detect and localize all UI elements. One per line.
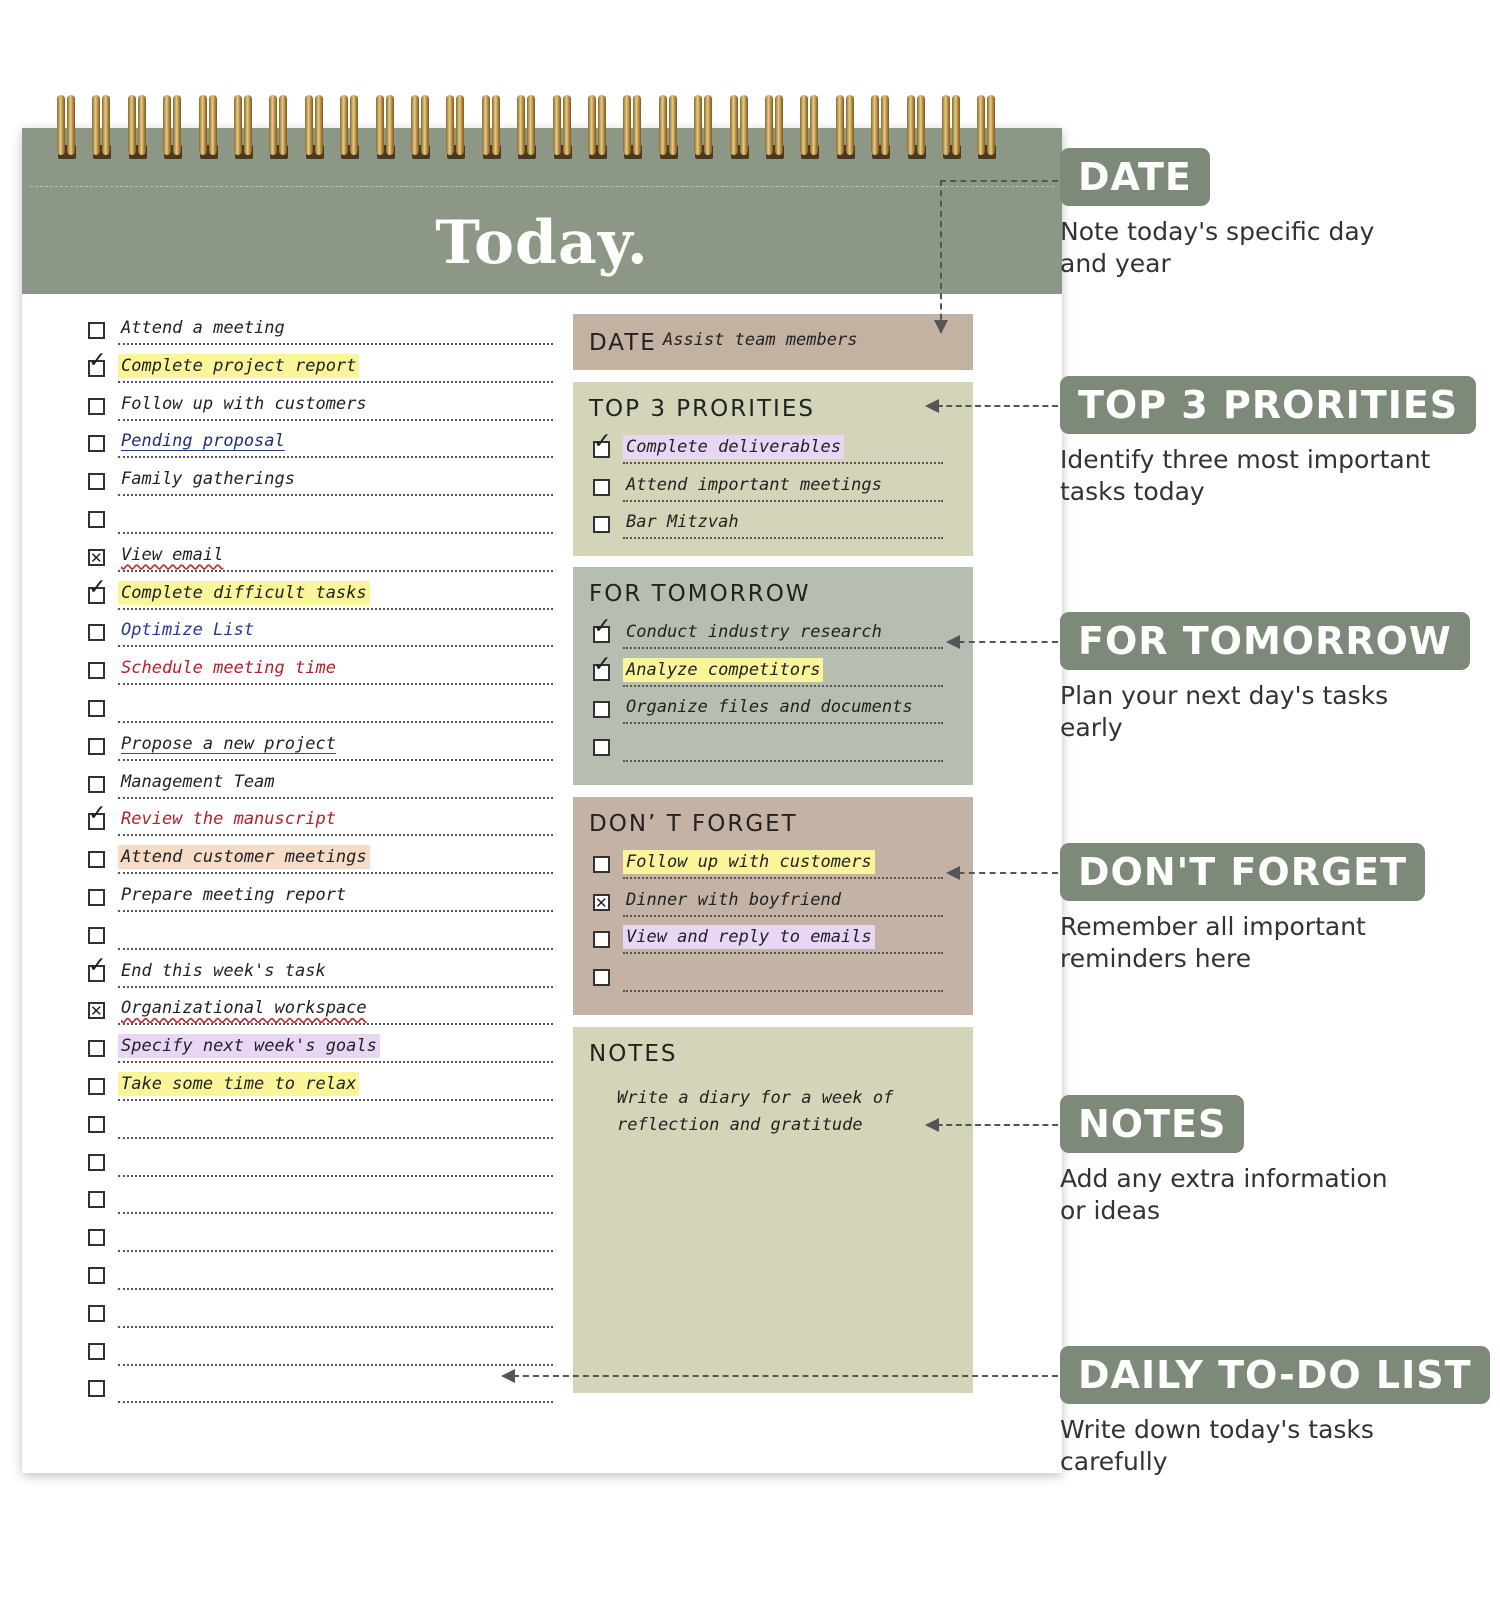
date-label: DATE [589, 330, 657, 356]
annotation-priorities-tag: TOP 3 PRORITIES [1060, 376, 1476, 434]
task-text: Review the manuscript [121, 809, 336, 830]
checkbox[interactable] [88, 624, 105, 641]
checkbox[interactable] [88, 952, 107, 982]
coil-wire [553, 95, 561, 155]
checkbox[interactable] [593, 969, 610, 986]
task-text: Take some time to relax [118, 1072, 359, 1096]
notes-text[interactable] [617, 1085, 893, 1139]
coil-wire [942, 95, 950, 155]
checkmark-icon: ✓ [593, 651, 612, 677]
coil-wire [800, 95, 808, 155]
priorities-item[interactable] [593, 429, 943, 469]
checkbox[interactable] [593, 614, 612, 643]
dotted-writing-line [118, 494, 553, 496]
coil-wire [199, 95, 207, 155]
checkbox[interactable] [593, 931, 610, 948]
annotation-priorities-desc: Identify three most important tasks today [1060, 445, 1431, 506]
coil-wire [244, 95, 252, 155]
arrow-head-icon [501, 1369, 515, 1383]
dotted-writing-line [118, 343, 553, 345]
checkbox[interactable] [593, 894, 610, 911]
dotted-writing-line [118, 910, 553, 912]
task-text: Attend important meetings [626, 474, 882, 495]
coil-wire [598, 95, 606, 155]
notes-arrow [927, 1124, 1058, 1126]
spiral-coil [91, 95, 113, 161]
task-text: Prepare meeting report [121, 885, 347, 905]
dotted-writing-line [118, 948, 553, 950]
coil-wire [269, 95, 277, 155]
notes-section [573, 1027, 973, 1393]
task-text: Schedule meeting time [121, 658, 336, 679]
todo-list-item[interactable] [88, 845, 553, 879]
coil-wire [163, 95, 171, 155]
checkbox[interactable] [593, 516, 610, 533]
top-priorities-section [573, 382, 973, 556]
todo-list-item[interactable] [88, 1148, 553, 1182]
coil-wire [836, 95, 844, 155]
dotted-writing-line [623, 685, 943, 687]
arrow-head-icon [946, 866, 960, 880]
todo-list-item[interactable] [88, 1261, 553, 1295]
dotted-writing-line [118, 834, 553, 836]
checkbox[interactable] [88, 1380, 105, 1397]
annotation-notes-tag: NOTES [1060, 1095, 1244, 1153]
dotted-writing-line [623, 915, 943, 917]
tomorrow-item[interactable] [593, 733, 943, 767]
dotted-writing-line [118, 1212, 553, 1214]
spiral-coil [799, 95, 821, 161]
dotted-writing-line [118, 419, 553, 421]
coil-wire [987, 95, 995, 155]
dotted-writing-line [118, 1099, 553, 1101]
coil-wire [623, 95, 631, 155]
checkbox[interactable] [88, 574, 107, 604]
coil-wire [704, 95, 712, 155]
todo-list-item[interactable] [88, 618, 553, 652]
coil-wire [102, 95, 110, 155]
coil-wire [871, 95, 879, 155]
checkbox[interactable] [88, 1191, 105, 1208]
todo-list-item[interactable] [88, 467, 553, 501]
spiral-coil [729, 95, 751, 161]
notes-text-line-1: Write a diary for a week of [617, 1088, 894, 1108]
checkmark-icon: ✓ [88, 801, 107, 827]
annotation-tomorrow [1060, 612, 1470, 744]
checkbox[interactable] [593, 651, 612, 681]
todo-list-item[interactable] [88, 656, 553, 690]
date-value[interactable]: Assist team members [663, 330, 858, 350]
spiral-coil [445, 95, 467, 161]
checkbox[interactable] [88, 1343, 105, 1360]
coil-wire [350, 95, 358, 155]
dotted-writing-line [118, 683, 553, 685]
todo-list-item[interactable] [88, 732, 553, 766]
coil-wire [775, 95, 783, 155]
checkbox[interactable] [88, 398, 105, 415]
priorities-title: TOP 3 PRORITIES [589, 396, 815, 422]
annotation-date-desc: Note today's specific day and year [1060, 217, 1375, 278]
task-text: Conduct industry research [626, 622, 882, 642]
dotted-writing-line [623, 990, 943, 992]
dotted-writing-line [623, 760, 943, 762]
todo-list-item[interactable] [88, 505, 553, 539]
dotted-writing-line [118, 1061, 553, 1063]
coil-wire [138, 95, 146, 155]
coil-wire [694, 95, 702, 155]
spiral-coil [764, 95, 786, 161]
todo-list-item[interactable] [88, 883, 553, 917]
coil-wire [92, 95, 100, 155]
checkbox[interactable] [88, 927, 105, 944]
coil-wire [492, 95, 500, 155]
dotted-writing-line [118, 1137, 553, 1139]
notes-text-line-2: reflection and gratitude [617, 1115, 863, 1135]
spiral-coil [693, 95, 715, 161]
x-mark-icon: ✕ [90, 548, 103, 567]
checkbox[interactable] [88, 347, 107, 377]
todo-list-item[interactable] [88, 1110, 553, 1144]
annotation-date [1060, 148, 1400, 280]
coil-wire [846, 95, 854, 155]
dotted-writing-line [118, 645, 553, 647]
coil-wire [881, 95, 889, 155]
arrow-head-icon [925, 399, 939, 413]
checkmark-icon: ✓ [88, 347, 107, 373]
spiral-coil [481, 95, 503, 161]
checkbox[interactable] [593, 856, 610, 873]
todo-list-item[interactable] [88, 316, 553, 350]
checkbox[interactable] [88, 511, 105, 528]
checkbox[interactable] [88, 473, 105, 490]
task-text: Complete deliverables [623, 435, 844, 459]
checkbox[interactable] [593, 739, 610, 756]
checkbox[interactable] [88, 1229, 105, 1246]
checkbox[interactable] [88, 1154, 105, 1171]
dotted-writing-line [623, 500, 943, 502]
coil-wire [952, 95, 960, 155]
todo-list-item[interactable] [88, 429, 553, 463]
coil-wire [563, 95, 571, 155]
coil-wire [517, 95, 525, 155]
checkbox[interactable] [88, 1078, 105, 1095]
spiral-coil [622, 95, 644, 161]
coil-wire [669, 95, 677, 155]
dont-forget-arrow [948, 872, 1058, 874]
task-text: View email [121, 544, 224, 565]
dotted-writing-line [118, 759, 553, 761]
coil-wire [315, 95, 323, 155]
spiral-coil [410, 95, 432, 161]
coil-wire [340, 95, 348, 155]
arrow-head-icon [946, 635, 960, 649]
notes-title: NOTES [589, 1041, 678, 1067]
coil-wire [810, 95, 818, 155]
dont-forget-title: DON’ T FORGET [589, 811, 798, 837]
task-text: Complete project report [118, 354, 359, 378]
spiral-coil [906, 95, 928, 161]
task-text: Attend customer meetings [118, 845, 370, 869]
todo-list-item[interactable] [88, 347, 553, 388]
checkbox[interactable] [593, 429, 612, 458]
spiral-coil [304, 95, 326, 161]
coil-wire [446, 95, 454, 155]
coil-wire [907, 95, 915, 155]
spiral-coil [976, 95, 998, 161]
todo-list-item[interactable] [88, 1034, 553, 1068]
task-text: Propose a new project [121, 733, 336, 754]
task-text: Specify next week's goals [118, 1034, 380, 1058]
todo-list-item[interactable] [88, 952, 553, 993]
todo-list-item[interactable] [88, 801, 553, 841]
todo-list-item[interactable] [88, 770, 553, 804]
dotted-writing-line [118, 797, 553, 799]
checkbox[interactable] [88, 1002, 105, 1019]
date-section [573, 314, 973, 370]
spiral-coil [516, 95, 538, 161]
todo-list-item[interactable] [88, 1374, 553, 1408]
checkbox[interactable] [88, 435, 105, 452]
annotation-dont-forget-desc: Remember all important reminders here [1060, 912, 1366, 973]
dotted-writing-line [118, 1175, 553, 1177]
dont_forget-item[interactable] [593, 850, 943, 884]
dotted-writing-line [623, 877, 943, 879]
task-text: View and reply to emails [623, 925, 875, 949]
checkbox[interactable] [88, 801, 107, 830]
task-text: End this week's task [121, 960, 326, 981]
checkbox[interactable] [88, 1116, 105, 1133]
todo-list-item[interactable] [88, 543, 553, 577]
task-text: Organize files and documents [626, 697, 913, 717]
task-text: Follow up with customers [121, 393, 367, 414]
coil-wire [57, 95, 65, 155]
checkbox[interactable] [593, 479, 610, 496]
task-text: Organizational workspace [121, 998, 367, 1019]
spiral-coil [162, 95, 184, 161]
coil-wire [917, 95, 925, 155]
tomorrow-title: FOR TOMORROW [589, 581, 811, 607]
dotted-writing-line [623, 537, 943, 539]
dotted-writing-line [118, 721, 553, 723]
annotation-daily-todo [1060, 1346, 1490, 1478]
tomorrow-arrow [948, 641, 1058, 643]
checkbox[interactable] [88, 322, 105, 339]
coil-wire [386, 95, 394, 155]
dotted-writing-line [118, 570, 553, 572]
annotation-notes-desc: Add any extra information or ideas [1060, 1164, 1388, 1225]
dotted-writing-line [118, 1401, 553, 1403]
dotted-writing-line [118, 1023, 553, 1025]
coil-wire [67, 95, 75, 155]
annotation-priorities [1060, 376, 1476, 508]
coil-wire [128, 95, 136, 155]
task-text: Follow up with customers [623, 850, 875, 874]
dotted-writing-line [118, 381, 553, 383]
coil-wire [305, 95, 313, 155]
checkbox[interactable] [88, 851, 105, 868]
annotation-daily-todo-desc: Write down today's tasks carefully [1060, 1415, 1374, 1476]
tomorrow-item[interactable] [593, 614, 943, 654]
coil-wire [765, 95, 773, 155]
task-text: Complete difficult tasks [118, 581, 370, 605]
task-text: Dinner with boyfriend [626, 889, 841, 910]
spiral-coil [941, 95, 963, 161]
checkmark-icon: ✓ [88, 574, 107, 600]
annotation-notes [1060, 1095, 1420, 1227]
tomorrow-item[interactable] [593, 651, 943, 692]
todo-list-item[interactable] [88, 574, 553, 615]
priorities-arrow [927, 405, 1058, 407]
coil-wire [376, 95, 384, 155]
checkbox[interactable] [88, 1040, 105, 1057]
spiral-coil [658, 95, 680, 161]
todo-list-item[interactable] [88, 1072, 553, 1106]
coil-wire [633, 95, 641, 155]
spiral-coil [127, 95, 149, 161]
todo-list-item[interactable] [88, 1337, 553, 1371]
todo-list-item[interactable] [88, 1185, 553, 1219]
dont_forget-item[interactable] [593, 963, 943, 997]
coil-wire [730, 95, 738, 155]
spiral-coil [339, 95, 361, 161]
task-text: Attend a meeting [121, 318, 285, 338]
annotation-tomorrow-desc: Plan your next day's tasks early [1060, 681, 1389, 742]
dotted-writing-line [118, 1250, 553, 1252]
priorities-item[interactable] [593, 473, 943, 507]
annotation-tomorrow-tag: FOR TOMORROW [1060, 612, 1470, 670]
annotation-daily-todo-tag: DAILY TO-DO LIST [1060, 1346, 1490, 1404]
dotted-writing-line [118, 986, 553, 988]
dotted-writing-line [118, 1364, 553, 1366]
todo-list-item[interactable] [88, 694, 553, 728]
spiral-coil [233, 95, 255, 161]
coil-wire [209, 95, 217, 155]
spiral-coil [56, 95, 78, 161]
date-arrow [940, 180, 942, 330]
dotted-writing-line [118, 872, 553, 874]
task-text: Bar Mitzvah [626, 512, 739, 532]
page-title: Today. [435, 208, 649, 278]
spiral-coil [870, 95, 892, 161]
task-text: Pending proposal [121, 431, 285, 452]
coil-wire [659, 95, 667, 155]
dotted-writing-line [118, 456, 553, 458]
task-text: Family gatherings [121, 469, 295, 490]
dont-forget-section [573, 797, 973, 1015]
checkbox[interactable] [88, 889, 105, 906]
spiral-coil [268, 95, 290, 161]
coil-wire [482, 95, 490, 155]
date-leader-line [940, 180, 1058, 182]
checkbox[interactable] [88, 1305, 105, 1322]
coil-wire [411, 95, 419, 155]
coil-wire [279, 95, 287, 155]
spiral-coil [198, 95, 220, 161]
dotted-writing-line [623, 952, 943, 954]
annotation-dont-forget [1060, 843, 1425, 975]
priorities-item[interactable] [593, 510, 943, 544]
task-text: Optimize List [121, 620, 255, 641]
dont_forget-item[interactable] [593, 888, 943, 922]
spiral-coil [587, 95, 609, 161]
x-mark-icon: ✕ [90, 1002, 103, 1021]
spiral-coil [835, 95, 857, 161]
dotted-writing-line [623, 722, 943, 724]
checkbox[interactable] [88, 1267, 105, 1284]
spiral-binding [56, 95, 1036, 163]
checkbox[interactable] [88, 549, 105, 566]
dotted-writing-line [118, 1288, 553, 1290]
task-text: Analyze competitors [623, 658, 823, 682]
for-tomorrow-section [573, 567, 973, 785]
coil-wire [527, 95, 535, 155]
checkmark-icon: ✓ [88, 952, 107, 978]
checkmark-icon: ✓ [593, 614, 612, 639]
checkbox[interactable] [88, 700, 105, 717]
checkmark-icon: ✓ [593, 429, 612, 454]
task-text: Management Team [121, 771, 275, 792]
dotted-writing-line [623, 462, 943, 464]
daily-todo-arrow [503, 1375, 1058, 1377]
todo-list-item[interactable] [88, 996, 553, 1030]
todo-list-item[interactable] [88, 921, 553, 955]
checkbox[interactable] [88, 776, 105, 793]
dotted-writing-line [118, 532, 553, 534]
arrow-head-icon [925, 1118, 939, 1132]
checkbox[interactable] [88, 662, 105, 679]
coil-wire [456, 95, 464, 155]
dotted-writing-line [118, 608, 553, 610]
x-mark-icon: ✕ [595, 893, 608, 912]
coil-wire [977, 95, 985, 155]
todo-list-item[interactable] [88, 1223, 553, 1257]
coil-wire [588, 95, 596, 155]
spiral-coil [375, 95, 397, 161]
checkbox[interactable] [88, 738, 105, 755]
coil-wire [421, 95, 429, 155]
dotted-writing-line [118, 1326, 553, 1328]
coil-wire [173, 95, 181, 155]
todo-list-item[interactable] [88, 1299, 553, 1333]
todo-list-item[interactable] [88, 392, 553, 426]
arrow-head-icon [934, 320, 948, 334]
annotation-dont-forget-tag: DON'T FORGET [1060, 843, 1425, 901]
dont_forget-item[interactable] [593, 925, 943, 959]
perforation-line [30, 186, 1054, 187]
dotted-writing-line [623, 647, 943, 649]
tomorrow-item[interactable] [593, 695, 943, 729]
coil-wire [234, 95, 242, 155]
coil-wire [740, 95, 748, 155]
spiral-coil [552, 95, 574, 161]
annotation-date-tag: DATE [1060, 148, 1210, 206]
checkbox[interactable] [593, 701, 610, 718]
planner-notebook [22, 128, 1062, 1473]
